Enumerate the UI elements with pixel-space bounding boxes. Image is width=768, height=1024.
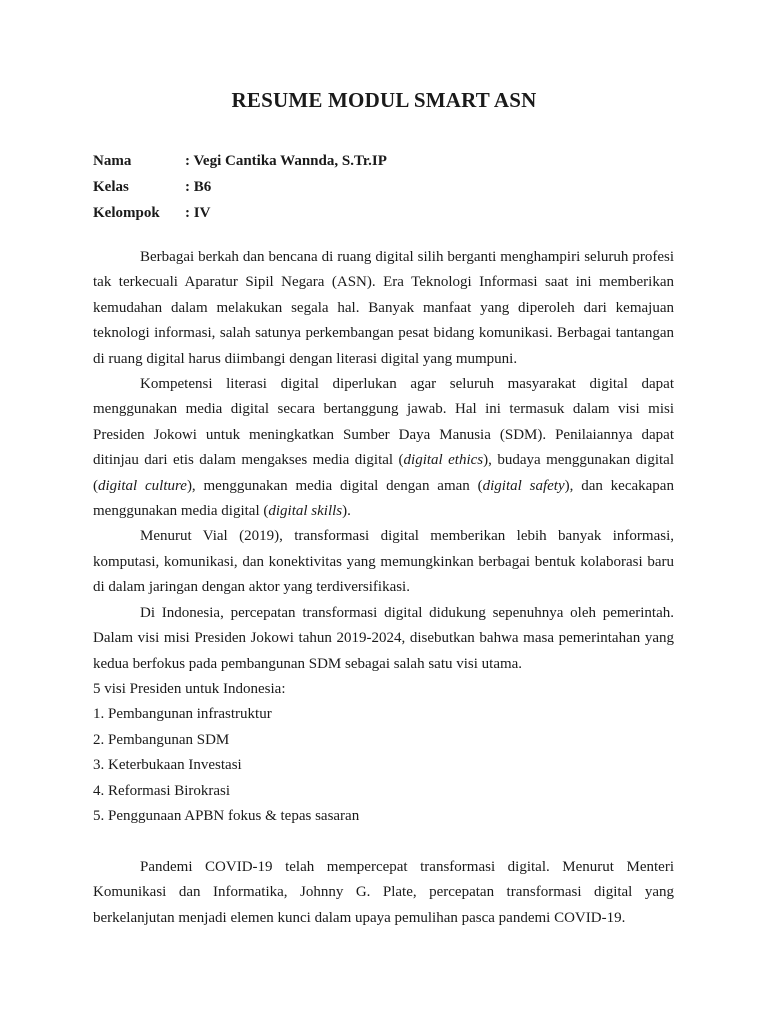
vision-list-item: 4. Reformasi Birokrasi <box>93 782 231 799</box>
kelompok-value: : IV <box>185 205 211 221</box>
paragraph-2-text: ), dan kecakapan menggunakan media digital ( <box>93 477 674 520</box>
term-digital-culture: digital culture <box>98 477 187 494</box>
paragraph-4: Di Indonesia, percepatan transformasi digital didukung sepenuhnya oleh pemerintah. Dalam visi misi Presiden Jokowi tahun 2019-2024, disebutkan bahwa masa pemerintahan yang kedua berfokus pada pembangunan SDM sebagai salah satu visi utama. <box>93 604 674 672</box>
paragraph-5: Pandemi COVID-19 telah mempercepat transformasi digital. Menurut Menteri Komunikasi dan Informatika, Johnny G. Plate, percepatan transformasi digital yang berkelanjutan menjadi elemen kunci dalam upaya pemulihan pasca pandemi COVID-19. <box>93 858 674 926</box>
term-digital-safety: digital safety <box>482 477 565 494</box>
blank-line <box>93 829 674 854</box>
vision-list-item: 2. Pembangunan SDM <box>93 731 230 748</box>
vision-list-item: 1. Pembangunan infrastruktur <box>93 706 272 723</box>
nama-row <box>93 148 387 174</box>
kelompok-row <box>93 200 387 226</box>
vision-list-item: 3. Keterbukaan Investasi <box>93 757 242 774</box>
nama-value: : Vegi Cantika Wannda, S.Tr.IP <box>185 153 387 169</box>
term-digital-skills: digital skills <box>268 503 343 520</box>
paragraph-2-text: ), budaya menggunakan digital ( <box>93 452 674 494</box>
kelompok-label: Kelompok <box>93 205 160 221</box>
paragraph-2-text: ). <box>342 503 351 520</box>
vision-list-heading: 5 visi Presiden untuk Indonesia: <box>93 680 286 697</box>
paragraph-3: Menurut Vial (2019), transformasi digital memberikan lebih banyak informasi, komputasi, komunikasi, dan konektivitas yang memungkinkan berbagai bentuk kolaborasi baru di dalam jaringan dengan aktor yang terdiversifikasi. <box>93 528 674 596</box>
paragraph-2-text: ), menggunakan media digital dengan aman ( <box>186 477 483 494</box>
paragraph-2-text: Kompetensi literasi digital diperlukan agar seluruh masyarakat digital dapat menggunakan media digital secara bertanggung jawab. Hal ini termasuk dalam visi misi Presiden Jokowi untuk meningkatkan Sumber Daya Manusia (SDM). Penilaiannya dapat ditinjau dari etis dalam mengakses media digital ( <box>93 376 674 469</box>
kelas-label: Kelas <box>93 179 129 195</box>
identity-block <box>93 148 387 226</box>
kelas-row <box>93 174 387 200</box>
term-digital-ethics: digital ethics <box>403 452 484 469</box>
kelas-value: : B6 <box>185 179 212 195</box>
paragraph-1: Berbagai berkah dan bencana di ruang digital silih berganti menghampiri seluruh profesi tak terkecuali Aparatur Sipil Negara (ASN). Era Teknologi Informasi saat ini memberikan kemudahan dalam melakukan segala hal. Banyak manfaat yang diperoleh dari kemajuan teknologi informasi, salah satunya perkembangan pesat bidang komunikasi. Berbagai tantangan di ruang digital harus diimbangi dengan literasi digital yang mumpuni. <box>93 249 674 367</box>
document-title: RESUME MODUL SMART ASN <box>231 88 537 112</box>
paragraph-2 <box>93 372 674 524</box>
nama-label: Nama <box>93 153 132 169</box>
vision-list-item: 5. Penggunaan APBN fokus & tepas sasaran <box>93 807 360 824</box>
document-body <box>93 245 674 931</box>
